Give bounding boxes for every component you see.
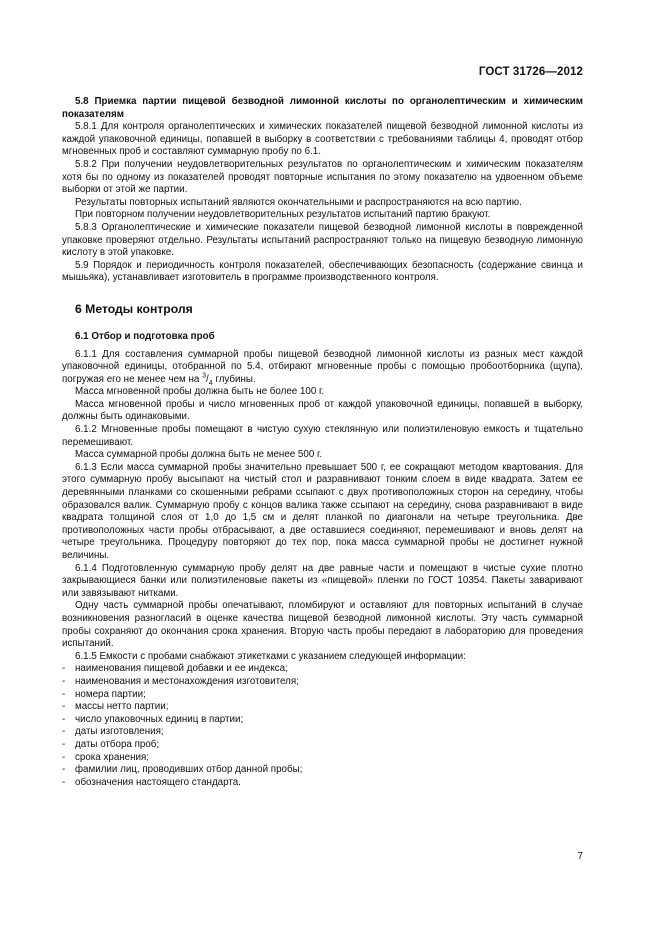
paragraph-6-1-5: 6.1.5 Емкости с пробами снабжают этикетками с указанием следующей информации: (75, 650, 466, 662)
list-item: - обозначения настоящего стандарта. (62, 776, 241, 788)
list-item: - срока хранения; (62, 751, 150, 763)
section-6-heading: 6 Методы контроля (75, 301, 193, 316)
paragraph-6-1-3: 6.1.3 Если масса суммарной пробы значительно превышает 500 г, ее сокращают методом квартования. Для этого суммарную пробу высыпают на чистый стол и разравнивают тонким слоем в виде квадрата. Затем ее деревянными планками со скошенными ребрами ссыпают с двух противоположных сторон на середину, чтобы образовался валик. Суммарную пробу с концов валика также ссыпают на середину, снова разравнивают в виде квадрата толщиной слоя от 1,0 до 1,5 см и делят планкой по диагонали на четыре треугольника. Две противоположных части пробы отбрасывают, а две оставшиеся соединяют, перемешивают и вновь делят на четыре треугольника. Процедуру повторяют до тех пор, пока масса суммарной пробы не достигнет нужной величины. (62, 461, 583, 561)
paragraph-6-1-2: 6.1.2 Мгновенные пробы помещают в чистую сухую стеклянную или полиэтиленовую емкость и тщательно перемешивают. (62, 424, 583, 448)
paragraph-6-1-1-count: Масса мгновенной пробы и число мгновенных проб от каждой упаковочной единицы, попавшей в выборку, должны быть одинаковыми. (62, 398, 583, 423)
subsection-5-8-heading: 5.8 Приемка партии пищевой безводной лимонной кислоты по органолептическим и химическим показателям (62, 96, 583, 120)
paragraph-5-8-2-results: Результаты повторных испытаний являются окончательными и распространяются на всю партию. (75, 196, 522, 208)
paragraph-6-1-4: 6.1.4 Подготовленную суммарную пробу делят на две равные части и помещают в чистые сухие плотно закрывающиеся банки или полиэтиленовые пакеты из «пищевой» пленки по ГОСТ 10354. Пакеты заваривают или завязывают нитками. (62, 562, 583, 599)
paragraph-5-9: 5.9 Порядок и периодичность контроля показателей, обеспечивающих безопасность (содержание свинца и мышьяка), устанавливает изготовитель в программе производственного контроля. (62, 259, 583, 284)
list-item: - наименования и местонахождения изготовителя; (62, 675, 299, 687)
paragraph-5-8-2-reject: При повторном получении неудовлетворительных результатов испытаний партию бракуют. (75, 209, 491, 221)
list-item: - число упаковочных единиц в партии; (62, 713, 244, 725)
list-item: - фамилии лиц, проводивших отбор данной пробы; (62, 764, 303, 776)
standard-header: ГОСТ 31726—2012 (478, 66, 583, 78)
label-info-list (62, 663, 583, 789)
list-item: - даты изготовления; (62, 726, 164, 738)
paragraph-6-1-1: 6.1.1 Для составления суммарной пробы пищевой безводной лимонной кислоты из разных мест каждой упаковочной единицы, отобранной по 5.4, отбирают мгновенные пробы с помощью пробоотборника (щупа), погружая его не менее чем на $^3/_4$ глубины. (62, 348, 583, 387)
paragraph-6-1-4-storage: Одну часть суммарной пробы опечатывают, пломбируют и оставляют для повторных испытаний в случае возникновения разногласий в оценке качества пищевой безводной лимонной кислоты. Эту часть суммарной пробы сохраняют до окончания срока хранения. Вторую часть пробы передают в лабораторию для проведения испытаний. (62, 600, 583, 650)
fraction-numerator: 3 (202, 372, 206, 380)
paragraph-5-8-3: 5.8.3 Органолептические и химические показатели пищевой безводной лимонной кислоты в поврежденной упаковке проверяют отдельно. Результаты испытаний распространяют только на пищевую безводную лимонную кислоту в этой упаковке. (62, 221, 583, 259)
paragraph-6-1-2-mass: Масса суммарной пробы должна быть не менее 500 г. (75, 449, 323, 461)
list-item: - наименования пищевой добавки и ее индекса; (62, 663, 288, 675)
page-number: 7 (577, 851, 583, 862)
page-content (62, 96, 583, 789)
paragraph-5-8-2: 5.8.2 При получении неудовлетворительных результатов по органолептическим и химическим показателям хотя бы по одному из показателей проводят повторные испытания по этому показателю на удвоенном объеме выборки от этой же партии. (62, 158, 583, 196)
fraction-denominator: 4 (208, 379, 213, 387)
paragraph-6-1-1-mass: Масса мгновенной пробы должна быть не более 100 г. (75, 386, 325, 398)
subsection-6-1-heading: 6.1 Отбор и подготовка проб (75, 330, 215, 342)
paragraph-5-8-1: 5.8.1 Для контроля органолептических и химических показателей пищевой безводной лимонной кислоты из каждой упаковочной единицы, попавшей в выборку в соответствии с требованиями таблицы 4, проводят отбор мгновенных проб и составляют суммарную пробу по 6.1. (62, 121, 583, 158)
paragraph-6-1-1-text: 6.1.1 Для составления суммарной пробы пищевой безводной лимонной кислоты из разных мест каждой упаковочной единицы, отобранной по 5.4, отбирают мгновенные пробы с помощью пробоотборника (щупа), погружая его не менее чем на (62, 348, 583, 385)
list-item: - массы нетто партии; (62, 701, 169, 713)
paragraph-6-1-1-end: глубины. (212, 373, 256, 385)
list-item: - даты отбора проб; (62, 738, 160, 750)
list-item: - номера партии; (62, 688, 146, 700)
